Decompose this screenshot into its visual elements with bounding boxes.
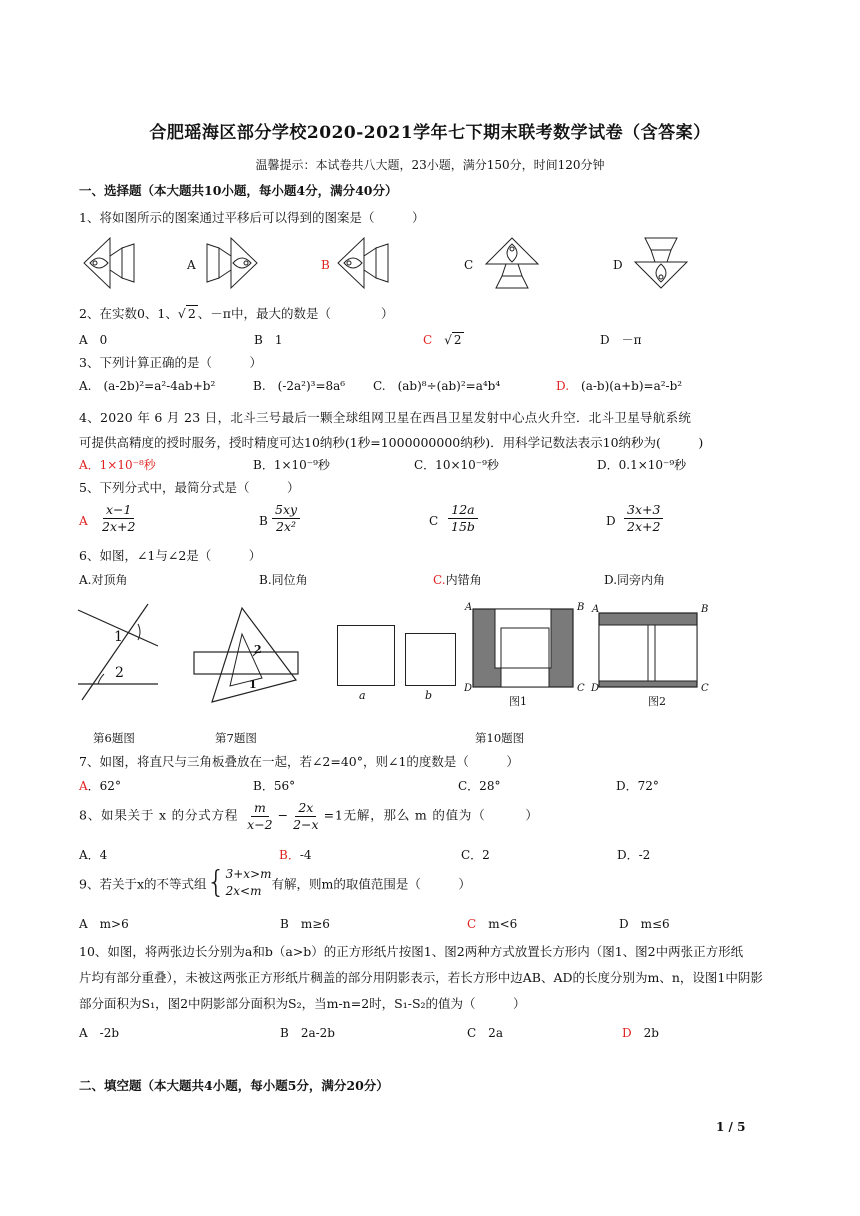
page-number: 1 / 5 (716, 1120, 746, 1134)
question-7-option-c: C．28° (458, 779, 501, 793)
question-9-option-d: D m≤6 (619, 917, 670, 931)
question-8-option-a: A．4 (79, 848, 108, 862)
page-title: 合肥瑶海区部分学校2020-2021学年七下期末联考数学试卷（含答案） (149, 123, 711, 143)
square-a-label: a (359, 689, 366, 702)
fig2-label-a: A (592, 604, 600, 615)
question-1-option-a-figure (203, 236, 259, 290)
question-9-option-c: C m<6 (467, 917, 518, 931)
question-3-option-d: D. (a-b)(a+b)=a²-b² (556, 379, 683, 393)
question-1-label-d: D (613, 258, 623, 272)
figure-6-caption: 第6题图 (93, 731, 135, 745)
exam-tip: 温馨提示：本试卷共八大题，23小题，满分150分，时间120分钟 (255, 158, 605, 172)
question-8-option-d: D．-2 (617, 848, 651, 862)
figure-6-angle-2: 2 (115, 665, 124, 681)
question-10-option-a: A -2b (79, 1026, 120, 1040)
question-4-option-d: D．0.1×10⁻⁹秒 (597, 458, 687, 472)
question-8-text: 8、如果关于 x 的分式方程 $\frac{m}{x-2}$ − $\frac{2x}{2-x}$ =1无解，那么 m 的值为（ ） (79, 800, 539, 832)
question-5-fraction-b: $\frac{5xy}{\text{2x²}}$ (270, 502, 302, 534)
figure-10-fig2 (599, 613, 699, 689)
figure-7-diagram (190, 606, 302, 704)
question-1-option-d-figure (631, 236, 691, 290)
fig1-label-a: A (465, 602, 473, 613)
question-8-option-c: C．2 (461, 848, 490, 862)
fig1-label-b: B (577, 602, 585, 613)
question-1-label-c: C (464, 258, 474, 272)
question-7-option-a: A．62° (79, 779, 121, 793)
question-10-line-2: 片均有部分重叠），未被这两张正方形纸片稠盖的部分用阴影表示，若长方形中边AB、AD的长度分别为m、n，设图1中阴影 (79, 970, 763, 985)
question-5-label-d: D (606, 514, 616, 528)
question-10-line-3: 部分面积为S₁，图2中阴影部分面积为S₂，当m-n=2时，S₁-S₂的值为（ ） (79, 996, 526, 1011)
section-title-choice: 一、选择题（本大题共10小题，每小题4分，满分40分） (79, 183, 398, 198)
figure-7-caption: 第7题图 (215, 731, 257, 745)
question-2-option-d: D －π (600, 333, 642, 347)
sqrt-symbol: √ 2 (177, 306, 196, 321)
question-5-label-c: C (429, 514, 439, 528)
question-4-line-1: 4、2020 年 6 月 23 日，北斗三号最后一颗全球组网卫星在西昌卫星发射中心点火升空．北斗卫星导航系统 (79, 410, 692, 425)
figure-6-diagram (76, 602, 160, 704)
figure-10-caption: 第10题图 (475, 731, 525, 745)
question-9-text: 9、若关于x的不等式组 { 3+x>m 2x<m 有解，则m的取值范围是（ ） (79, 865, 471, 901)
question-10-option-b: B 2a-2b (280, 1026, 335, 1040)
fig2-label-d: D (591, 683, 600, 694)
question-3-text: 3、下列计算正确的是（ ） (79, 355, 262, 370)
square-a (337, 625, 395, 686)
question-6-option-b: B.同位角 (259, 573, 308, 587)
fig1-label-c: C (577, 683, 585, 694)
question-3-option-a: A. (a-2b)²=a²-4ab+b² (79, 379, 216, 393)
question-7-text: 7、如图，将直尺与三角板叠放在一起，若∠2=40°，则∠1的度数是（ ） (79, 754, 519, 769)
question-5-label-b: B (259, 514, 268, 528)
question-9-option-a: A m>6 (79, 917, 129, 931)
question-1-text: 1、将如图所示的图案通过平移后可以得到的图案是（ ） (79, 210, 425, 225)
question-2-option-c: C √ 2 (423, 333, 462, 347)
question-2-text (79, 304, 394, 322)
figure-7-angle-2: 2 (254, 643, 262, 656)
question-6-text: 6、如图，∠1与∠2是（ ） (79, 548, 262, 563)
square-b (405, 633, 456, 686)
question-4-option-c: C．10×10⁻⁹秒 (414, 458, 499, 472)
square-b-label: b (425, 689, 433, 702)
question-5-fraction-a: $\frac{x-1}{2x+2}$ (102, 502, 136, 534)
question-1-label-b: B (321, 258, 330, 272)
fig1-caption: 图1 (509, 695, 527, 708)
question-4-option-b: B．1×10⁻⁹秒 (253, 458, 330, 472)
figure-10-fig1 (473, 609, 575, 689)
question-6-option-c: C.内错角 (433, 573, 482, 587)
question-1-option-c-figure (482, 236, 542, 290)
question-5-fraction-c: $\frac{12a}{15b}$ (446, 502, 480, 534)
figure-7-angle-1: 1 (249, 678, 257, 691)
question-7-option-d: D．72° (616, 779, 659, 793)
question-2-post: 、－π中，最大的数是（ ） (197, 306, 394, 321)
question-10-option-c: C 2a (467, 1026, 503, 1040)
question-10-option-d: D 2b (622, 1026, 659, 1040)
question-10-line-1: 10、如图，将两张边长分别为a和b（a>b）的正方形纸片按图1、图2两种方式放置长方形内（图1、图2中两张正方形纸 (79, 944, 744, 959)
question-3-option-b: B. (-2a²)³=8a⁶ (253, 379, 346, 393)
question-3-option-c: C. (ab)⁸÷(ab)²=a⁴b⁴ (373, 379, 501, 393)
section-title-fill: 二、填空题（本大题共4小题，每小题5分，满分20分） (79, 1078, 389, 1093)
question-6-option-d: D.同旁内角 (604, 573, 666, 587)
question-5-label-a: A (79, 514, 88, 528)
question-4-line-2: 可提供高精度的授时服务，授时精度可达10纳秒(1秒=1000000000纳秒)．用科学记数法表示10纳秒为( ) (79, 435, 704, 450)
question-1-label-a: A (187, 258, 196, 272)
question-1-original-figure (82, 236, 138, 290)
question-2-option-b: B 1 (254, 333, 283, 347)
question-2-pre: 2、在实数0、1、 (79, 306, 178, 321)
question-8-option-b: B．-4 (279, 848, 312, 862)
question-4-option-a: A．1×10⁻⁸秒 (79, 458, 156, 472)
question-1-option-b-figure (336, 236, 392, 290)
fig2-label-b: B (701, 604, 709, 615)
fig1-label-d: D (464, 683, 473, 694)
question-5-fraction-d: $\frac{3x+3}{2x+2}$ (622, 502, 665, 534)
fig2-caption: 图2 (648, 695, 666, 708)
question-9-option-b: B m≥6 (280, 917, 330, 931)
question-2-option-a: A 0 (79, 333, 108, 347)
question-6-option-a: A.对顶角 (79, 573, 128, 587)
figure-6-angle-1: 1 (114, 629, 123, 645)
question-5-text: 5、下列分式中，最简分式是（ ） (79, 480, 300, 495)
question-7-option-b: B．56° (253, 779, 296, 793)
fig2-label-c: C (701, 683, 709, 694)
